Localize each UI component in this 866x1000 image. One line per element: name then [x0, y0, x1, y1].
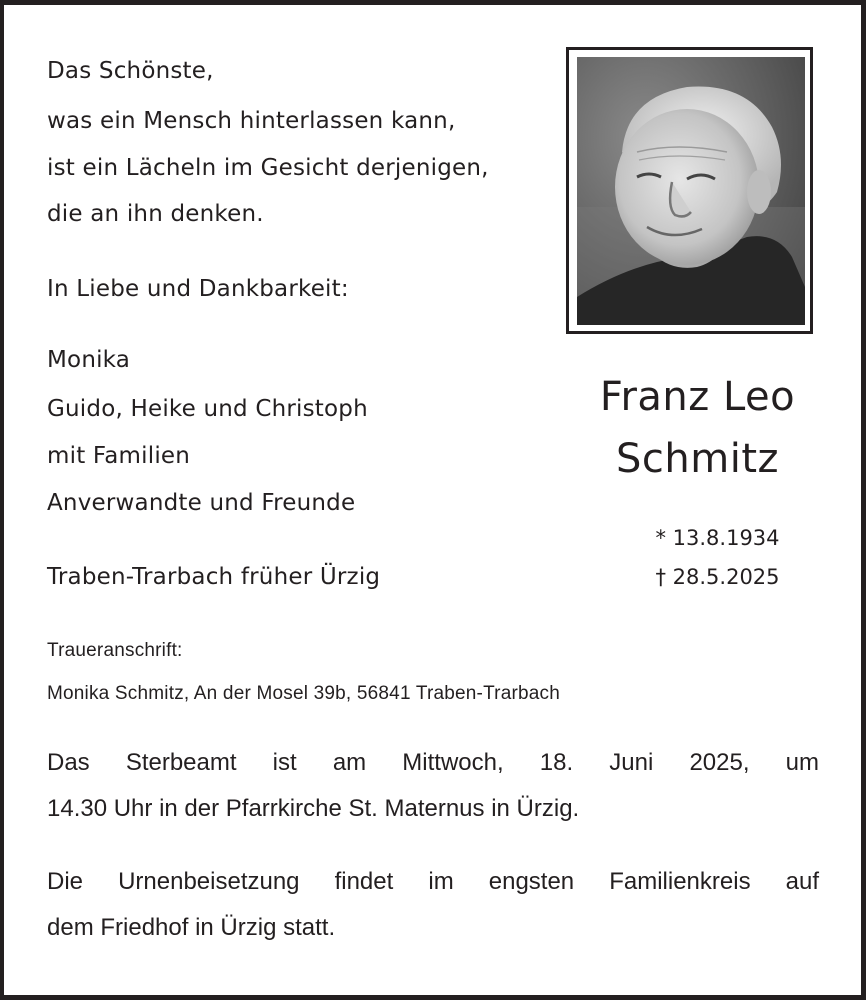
portrait-image-icon [577, 57, 805, 325]
condolence-address-label: Traueranschrift: [47, 640, 183, 661]
burial-line-2: dem Friedhof in Ürzig statt. [47, 914, 336, 941]
service-line-1: Das Sterbeamt ist am Mittwoch, 18. Juni 2025, um [47, 749, 819, 776]
burial-info [47, 859, 819, 951]
birth-date: * 13.8.1934 [655, 526, 780, 550]
mourner-2: Guido, Heike und Christoph [47, 396, 368, 422]
poem-line-1: Das Schönste, [47, 58, 214, 84]
mourner-1: Monika [47, 347, 131, 373]
poem-line-4: die an ihn denken. [47, 201, 264, 227]
deceased-last-name: Schmitz [616, 436, 779, 482]
service-line-2: 14.30 Uhr in der Pfarrkirche St. Maternus in Ürzig. [47, 795, 580, 822]
mourner-3: mit Familien [47, 443, 191, 469]
mourner-4: Anverwandte und Freunde [47, 490, 356, 516]
dedication: In Liebe und Dankbarkeit: [47, 276, 349, 302]
poem-line-3: ist ein Lächeln im Gesicht derjenigen, [47, 155, 489, 181]
portrait-photo [577, 57, 805, 325]
death-date: † 28.5.2025 [655, 565, 780, 589]
deceased-first-names: Franz Leo [599, 374, 796, 420]
service-info [47, 740, 819, 832]
location: Traben-Trarbach früher Ürzig [47, 564, 381, 590]
poem-line-2: was ein Mensch hinterlassen kann, [47, 108, 456, 134]
condolence-address: Monika Schmitz, An der Mosel 39b, 56841 Traben-Trarbach [47, 683, 560, 704]
burial-line-1: Die Urnenbeisetzung findet im engsten Familienkreis auf [47, 868, 819, 895]
